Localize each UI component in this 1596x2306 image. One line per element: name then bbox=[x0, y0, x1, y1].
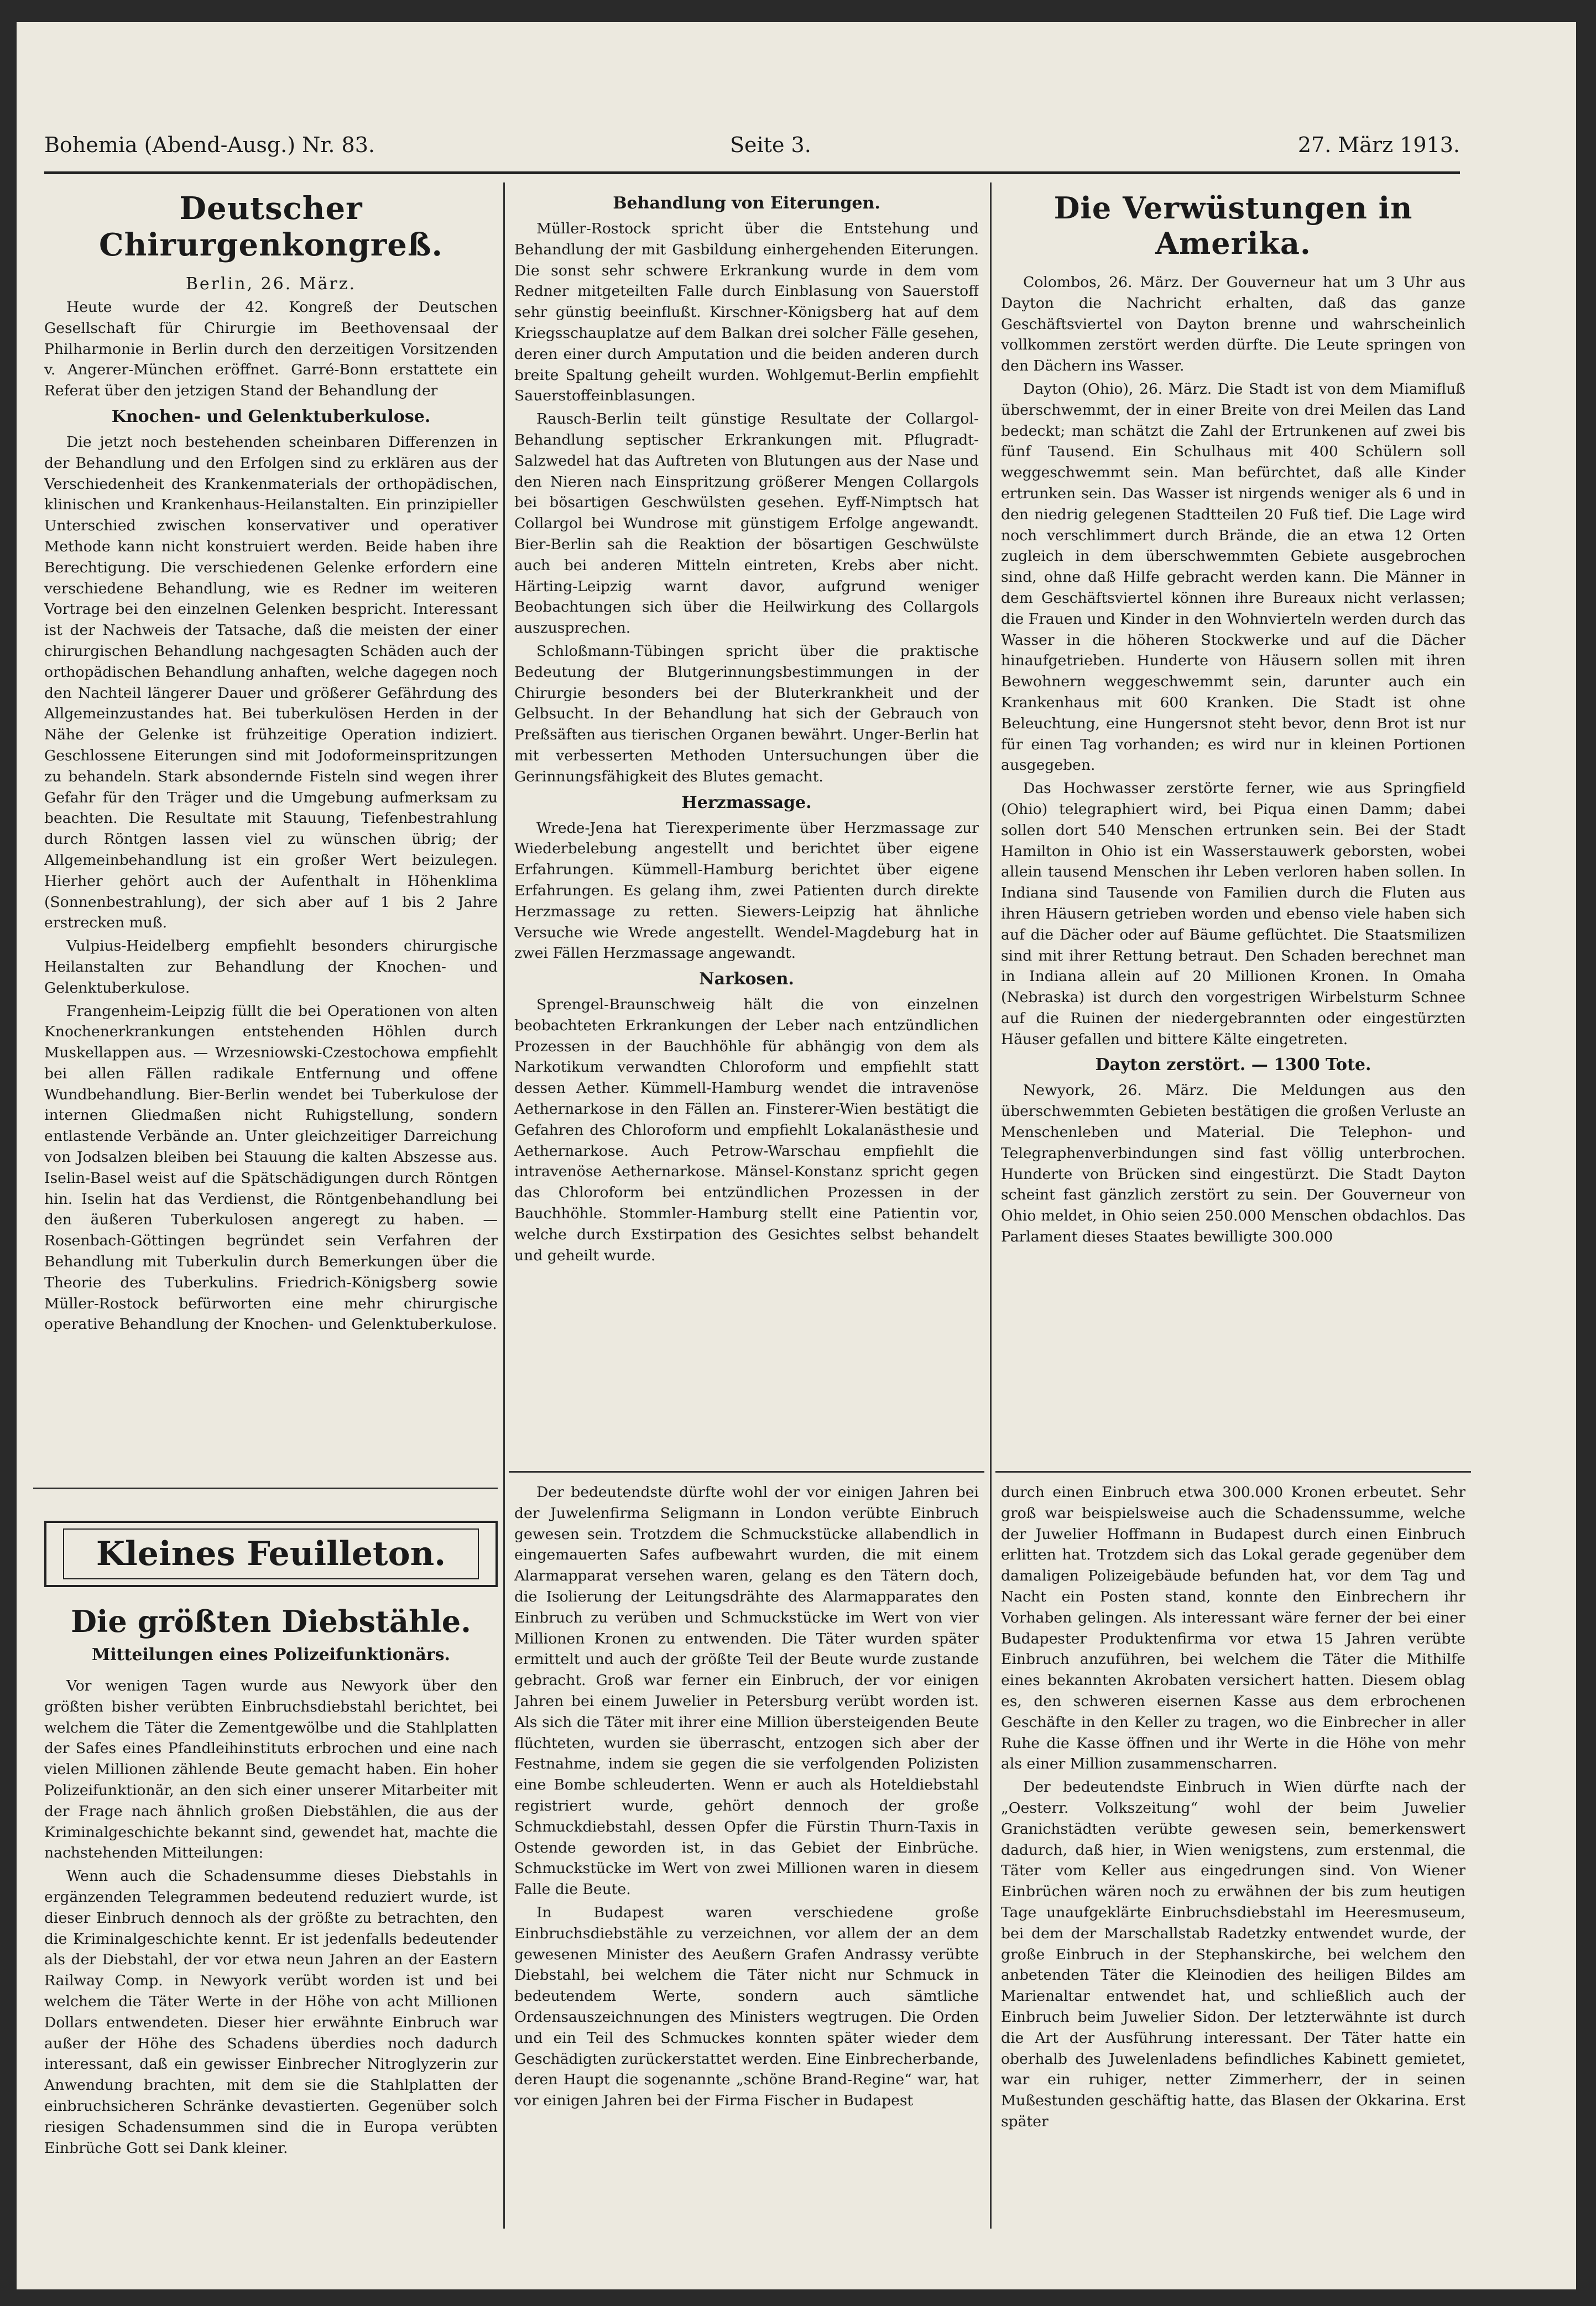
paragraph: Müller-Rostock spricht über die Entstehung und Behandlung der mit Gasbildung einhergehenden Eiterungen. Die sonst sehr schwere Erkrankung wurde in dem vom Redner mitgeteilten Falle durch Einblasung von Sauerstoff sehr günstig beeinflußt. Kirschner-Königsberg hat auf dem Kriegsschauplatze auf dem Balkan drei solcher Fälle gesehen, deren einer durch Amputation und die beiden anderen durch breite Spaltung geheilt wurden. Wohlgemut-Berlin empfiehlt Sauerstoffeinblasungen. bbox=[514, 220, 979, 405]
header-page-number: Seite 3. bbox=[730, 133, 811, 157]
paragraph: Frangenheim-Leipzig füllt die bei Operationen von alten Knochenerkrankungen entstehenden Höhlen durch Muskellappen aus. — Wrzesniowski-Czestochowa empfiehlt bei allen Fällen radikale Entfernung und offene Wundbehandlung. Bier-Berlin wendet bei Tuberkulose der internen Gliedmaßen nicht Ruhigstellung, sondern entlastende Verbände an. Unter gleichzeitiger Darreichung von Jodsalzen bleiben bei Stauung die kalten Abszesse aus. Iselin-Basel weist auf die Spätschädigungen durch Röntgen hin. Iselin hat das Verdienst, die Röntgenbehandlung bei den äußeren Tuberkulosen angeregt zu haben. — Rosenbach-Göttingen begründet sein Verfahren der Behandlung mit Tuberkulin durch Bemerkungen über die Theorie des Tuberkulins. Friedrich-Königsberg sowie Müller-Rostock befürworten eine mehr chirurgische operative Behandlung der Knochen- und Gelenktuberkulose. bbox=[44, 1002, 498, 1333]
feuilleton-heading: Kleines Feuilleton. bbox=[63, 1528, 478, 1579]
dateline-berlin: Berlin, 26. März. bbox=[185, 274, 357, 294]
paragraph: Heute wurde der 42. Kongreß der Deutschen Gesellschaft für Chirurgie im Beethovensaal der Philharmonie in Berlin durch den derzeitigen Vorsitzenden v. Angerer-München eröffnet. Garré-Bonn erstattete ein Referat über den jetzigen Stand der Behandlung der bbox=[44, 299, 498, 400]
paragraph: Wrede-Jena hat Tierexperimente über Herzmassage zur Wiederbelebung angestellt und berichtet über eigene Erfahrungen. Kümmell-Hamburg berichtet über eigene Erfahrungen. Es gelang ihm, zwei Patienten durch direkte Herzmassage zu retten. Siewers-Leipzig hat ähnliche Versuche wie Wrede angestellt. Wendel-Magdeburg hat in zwei Fällen Herzmassage angewandt. bbox=[514, 819, 979, 962]
feuilleton-body bbox=[44, 1676, 498, 2240]
feuilleton-heading-box bbox=[44, 1521, 498, 1587]
paragraph: Schloßmann-Tübingen spricht über die praktische Bedeutung der Blutgerinnungsbestimmungen in der Chirurgie besonders bei der Bluterkrankheit und der Gelbsucht. In der Behandlung hat sich der Gebrauch von Preßsäften aus tierischen Organen bewährt. Unger-Berlin hat mit verbesserten Methoden Untersuchungen über die Gerinnungsfähigkeit des Blutes gemacht. bbox=[514, 642, 979, 785]
paragraph: Der bedeutendste dürfte wohl der vor einigen Jahren bei der Juwelenfirma Seligmann in London verübte Einbruch gewesen sein. Trotzdem die Schmuckstücke allabendlich in eingemauerten Safes aufbewahrt wurden, die mit einem Alarmapparat versehen waren, gelang es den Tätern doch, die Isolierung der Leitungsdrähte des Alarmapparates den Einbruch zu verüben und Schmuckstücke im Wert von vier Millionen Kronen zu entwenden. Die Täter wurden später ermittelt und auch der größte Teil der Beute wurde zustande gebracht. Groß war ferner ein Einbruch, der vor einigen Jahren bei einem Juwelier in Petersburg verübt worden ist. Als sich die Täter mit ihrer eine Million übersteigenden Beute flüchteten, wurden sie überrascht, entzogen sich aber der Festnahme, indem sie gegen die sie verfolgenden Polizisten eine Bombe schleuderten. Wenn er auch als Hoteldiebstahl registriert wurde, gehört dennoch der große Schmuckdiebstahl, dessen Opfer die Fürstin Thurn-Taxis in Ostende geworden ist, in das Gebiet der Einbrüche. Schmuckstücke im Wert von zwei Millionen waren in diesem Falle die Beute. bbox=[514, 1484, 979, 1898]
paragraph: Die jetzt noch bestehenden scheinbaren Differenzen in der Behandlung und den Erfolgen sind zu erklären aus der Verschiedenheit des Krankenmaterials der orthopädischen, klinischen und Krankenhaus-Heilanstalten. Ein prinzipieller Unterschied zwischen konservativer und operativer Methode kann nicht konstruiert werden. Beide haben ihre Berechtigung. Die verschiedenen Gelenke erfordern eine verschiedene Behandlung, wie es Redner im weiteren Vortrage bei den einzelnen Gelenken bespricht. Interessant ist der Nachweis der Tatsache, daß die meisten der einer chirurgischen Behandlung nachgesagten Schäden auch der orthopädischen Behandlung anhaften, welche dagegen noch den Nachteil längerer Dauer und größerer Gefährdung des Allgemeinzustandes hat. Bei tuberkulösen Herden in der Nähe der Gelenke ist frühzeitige Operation indiziert. Geschlossene Eiterungen sind mit Jodoformeinspritzungen zu behandeln. Stark absondernde Fisteln sind wegen ihrer Gefahr für den Träger und die Umgebung aufmerksam zu beachten. Die Resultate mit Stauung, Tiefenbestrahlung durch Röntgen lassen viel zu wünschen übrig; der Allgemeinbehandlung ist ein großer Wert beizulegen. Hierher gehört auch der Aufenthalt in Höhenklima (Sonnenbestrahlung), der sich aber auf 1 bis 2 Jahre erstrecken muß. bbox=[44, 433, 498, 932]
paragraph: Colombos, 26. März. Der Gouverneur hat um 3 Uhr aus Dayton die Nachricht erhalten, daß das ganze Geschäftsviertel von Dayton brenne und wahrscheinlich vollkommen zerstört werden dürfte. Die Leute springen von den Dächern ins Wasser. bbox=[1001, 274, 1465, 375]
column-1-article bbox=[44, 188, 498, 1482]
paragraph: durch einen Einbruch etwa 300.000 Kronen erbeutet. Sehr groß war beispielsweise auch die Schadenssumme, welche der Juwelier Hoffmann in Budapest durch einen Einbruch erlitten hat. Trotzdem sich das Lokal gerade gegenüber dem damaligen Polizeigebäude befunden hat, vor dem Tag und Nacht ein Posten stand, konnte den Einbrechern ihr Vorhaben gelingen. Als interessant wäre ferner der bei einer Budapester Produktenfirma vor etwa 15 Jahren verübte Einbruch anzuführen, bei welchem die Täter die Mithilfe eines bekannten Akrobaten versichert hatten. Diesem oblag es, den schweren eisernen Kasse aus dem erbrochenen Geschäfte in den Keller zu tragen, wo die Einbrecher in aller Ruhe die Kasse öffnen und ihr Werte in die Höhe von mehr als einer Million zusammenscharren. bbox=[1001, 1484, 1465, 1773]
paragraph: Wenn auch die Schadensumme dieses Diebstahls in ergänzenden Telegrammen bedeutend reduziert wurde, ist dieser Einbruch dennoch als der größte zu betrachten, den die Kriminalgeschichte kennt. Er ist jedenfalls bedeutender als der Diebstahl, der vor etwa neun Jahren an der Eastern Railway Comp. in Newyork verübt worden ist und bei welchem die Täter Werte in der Höhe von acht Millionen Dollars entwendeten. Dieser hier erwähnte Einbruch war außer der Höhe des Schadens überdies noch dadurch interessant, daß ein gewisser Einbrecher Nitroglyzerin zur Anwendung brachten, mit dem sie die Stahlplatten der einbruchsicheren Schränke devastierten. Gegenüber solch riesigen Schadensummen sind die in Europa verübten Einbrüche Gott sei Dank kleiner. bbox=[44, 1867, 498, 2157]
column-2-feuilleton bbox=[514, 1482, 979, 2240]
header-publication: Bohemia (Abend-Ausg.) Nr. 83. bbox=[44, 133, 375, 157]
paragraph: In Budapest waren verschiedene große Einbruchsdiebstähle zu verzeichnen, vor allem der an dem gewesenen Minister des Aeußern Grafen Andrassy verübte Diebstahl, bei welchem die Täter nicht nur Schmuck in bedeutendem Werte, sondern auch sämtliche Ordensauszeichnungen des Ministers wegtrugen. Die Orden und ein Teil des Schmuckes konnten später wieder dem Geschädigten zurückerstattet werden. Eine Einbrecherbande, deren Haupt die sogenannte „schöne Brand-Regine“ war, hat vor einigen Jahren bei der Firma Fischer in Budapest bbox=[514, 1903, 979, 2110]
column2-end-rule bbox=[509, 1471, 984, 1473]
paragraph: Vulpius-Heidelberg empfiehlt besonders chirurgische Heilanstalten zur Behandlung der Knochen- und Gelenktuberkulose. bbox=[44, 937, 498, 997]
page-header bbox=[44, 122, 1460, 174]
paragraph: Sprengel-Braunschweig hält die von einzelnen beobachteten Erkrankungen der Leber nach entzündlichen Prozessen in der Bauchhöhle für abhängig von dem als Narkotikum verwandten Chloroform und empfiehlt statt dessen Aether. Kümmell-Hamburg wendet die intravenöse Aethernarkose in den Fällen an. Finsterer-Wien bestätigt die Gefahren des Chloroform und empfiehlt Lokalanästhesie und Aethernarkose. Auch Petrow-Warschau empfiehlt die intravenöse Aethernarkose. Mänsel-Konstanz spricht gegen das Chloroform bei entzündlichen Prozessen in der Bauchhöhle. Stommler-Hamburg stellt eine Patientin vor, welche durch Exstirpation des Gesichtes selbst behandelt und geheilt wurde. bbox=[514, 996, 979, 1264]
article-title-verwuestungen: Die Verwüstungen in Amerika. bbox=[1053, 190, 1413, 261]
column-divider-1 bbox=[503, 182, 505, 2229]
paragraph: Newyork, 26. März. Die Meldungen aus den überschwemmten Gebieten bestätigen die großen Verluste an Menschenleben und Material. Die Telephon- und Telegraphenverbindungen sind fast völlig unterbrochen. Hunderte von Brücken sind eingestürzt. Die Stadt Dayton scheint fast gänzlich zerstört zu sein. Der Gouverneur von Ohio meldet, in Ohio seien 250.000 Menschen obdachlos. Das Parlament dieses Staates bewilligte 300.000 bbox=[1001, 1082, 1465, 1246]
header-date: 27. März 1913. bbox=[1297, 133, 1460, 157]
column-3-article bbox=[1001, 188, 1465, 1460]
paragraph: Der bedeutendste Einbruch in Wien dürfte nach der „Oesterr. Volkszeitung“ wohl der beim Juwelier Granichstädten verübte gewesen sein, bemerkenswert dadurch, daß hier, in Wien wenigstens, zum erstenmal, die Täter vom Keller aus eingedrungen sind. Von Wiener Einbrüchen wären noch zu erwähnen der bis zum heutigen Tage unaufgeklärte Einbruchsdiebstahl im Heeresmuseum, bei dem der Marschallstab Radetzky entwendet wurde, der große Einbruch in der Stephanskirche, bei welchem den anbetenden Täter die Kleinodien des heiligen Bildes am Marienaltar entwendet hat, und schließlich auch der Einbruch beim Juwelier Sidon. Der letzterwähnte ist durch die Art der Ausführung interessant. Der Täter hatte ein oberhalb des Juwelenladens befindliches Kabinett gemietet, war ein ruhiger, netter Zimmerherr, der in seinen Mußestunden geschäftig hatte, das Blasen der Okkarina. Erst später bbox=[1001, 1778, 1465, 2130]
subheading-tuberkulose: Knochen- und Gelenktuberkulose. bbox=[111, 406, 431, 426]
feuilleton-subtitle: Mitteilungen eines Polizeifunktionärs. bbox=[92, 1645, 450, 1665]
subheading-narkosen: Narkosen. bbox=[699, 969, 794, 989]
paragraph: Vor wenigen Tagen wurde aus Newyork über den größten bisher verübten Einbruchsdiebstahl berichtet, bei welchem die Täter die Zementgewölbe und die Stahlplatten der Safes eines Pfandleihinstituts erbrochen und eine nach vielen Millionen zählende Beute gemacht haben. Ein hoher Polizeifunktionär, an den sich einer unserer Mitarbeiter mit der Frage nach ähnlich großen Diebstählen, die aus der Kriminalgeschichte bekannt sind, gewendet hat, machte die nachstehenden Mitteilungen: bbox=[44, 1677, 498, 1862]
newspaper-page bbox=[17, 22, 1576, 2289]
article-title-chirurgenkongress: Deutscher Chirurgenkongreß. bbox=[99, 190, 443, 263]
column-3-feuilleton bbox=[1001, 1482, 1465, 2240]
subheading-herzmassage: Herzmassage. bbox=[681, 792, 812, 812]
column1-end-rule bbox=[33, 1488, 498, 1489]
paragraph: Rausch-Berlin teilt günstige Resultate der Collargol-Behandlung septischer Erkrankungen mit. Pflugradt-Salzwedel hat das Auftreten von Blutungen aus der Nase und den Nieren nach Einspritzung größerer Mengen Collargols bei bösartigen Geschwülsten gesehen. Eyff-Nimptsch hat Collargol bei Wundrose mit günstigem Erfolge angewandt. Bier-Berlin sah die Reaktion der bösartigen Geschwülste auch bei anderen Mitteln eintreten, Krebs aber nicht. Härting-Leipzig warnt davor, aufgrund weniger Beobachtungen sich über die Heilwirkung des Collargols auszusprechen. bbox=[514, 410, 979, 637]
feuilleton-title: Die größten Diebstähle. bbox=[71, 1604, 471, 1639]
column-divider-2 bbox=[990, 182, 992, 2229]
column3-end-rule bbox=[995, 1471, 1471, 1473]
paragraph: Das Hochwasser zerstörte ferner, wie aus Springfield (Ohio) telegraphiert wird, bei Piqua einen Damm; dabei sollen dort 540 Menschen ertrunken sein. Bei der Stadt Hamilton in Ohio ist ein Wasserstauwerk geborsten, wobei allein tausend Menschen ihr Leben verloren haben sollen. In Indiana sind Tausende von Familien durch die Fluten aus ihren Häusern getrieben worden und ebenso viele haben sich auf die Dächer oder auf Bäume geflüchtet. Die Staatsmilizen sind mit ihrer Rettung betraut. Den Schaden berechnet man in Indiana allein auf 20 Millionen Kronen. In Omaha (Nebraska) ist durch den vorgestrigen Wirbelsturm Schnee auf die Ruinen der niedergebrannten oder eingestürzten Häuser gefallen und bittere Kälte eingetreten. bbox=[1001, 780, 1465, 1048]
paragraph: Dayton (Ohio), 26. März. Die Stadt ist von dem Miamifluß überschwemmt, der in einer Breite von drei Meilen das Land bedeckt; man schätzt die Zahl der Ertrunkenen auf zwei bis fünf Tausend. Ein Schulhaus mit 400 Schülern soll weggeschwemmt sein. Man befürchtet, daß alle Kinder ertrunken sein. Das Wasser ist nirgends weniger als 6 und in den niedrig gelegenen Stadtteilen 20 Fuß tief. Die Lage wird noch verschlimmert durch Brände, die an etwa 12 Orten zugleich in dem überschwemmten Gebiete ausgebrochen sind, ohne daß Hilfe gebracht werden kann. Die Männer in dem Geschäftsviertel können ihre Bureaux nicht verlassen; die Frauen und Kinder in den Wohnvierteln werden durch das Wasser in die höheren Stockwerke und auf die Dächer hinaufgetrieben. Hunderte von Häusern sollen mit ihren Bewohnern weggeschwemmt sein, darunter auch ein Krankenhaus mit 600 Kranken. Die Stadt ist ohne Beleuchtung, eine Hungersnot steht bevor, denn Brot ist nur für einen Tag vorhanden; es wird nur in kleinen Portionen ausgegeben. bbox=[1001, 380, 1465, 774]
subheading-dayton: Dayton zerstört. — 1300 Tote. bbox=[1095, 1055, 1371, 1075]
column-2-article bbox=[514, 188, 979, 1460]
subheading-eiterungen: Behandlung von Eiterungen. bbox=[613, 194, 880, 213]
